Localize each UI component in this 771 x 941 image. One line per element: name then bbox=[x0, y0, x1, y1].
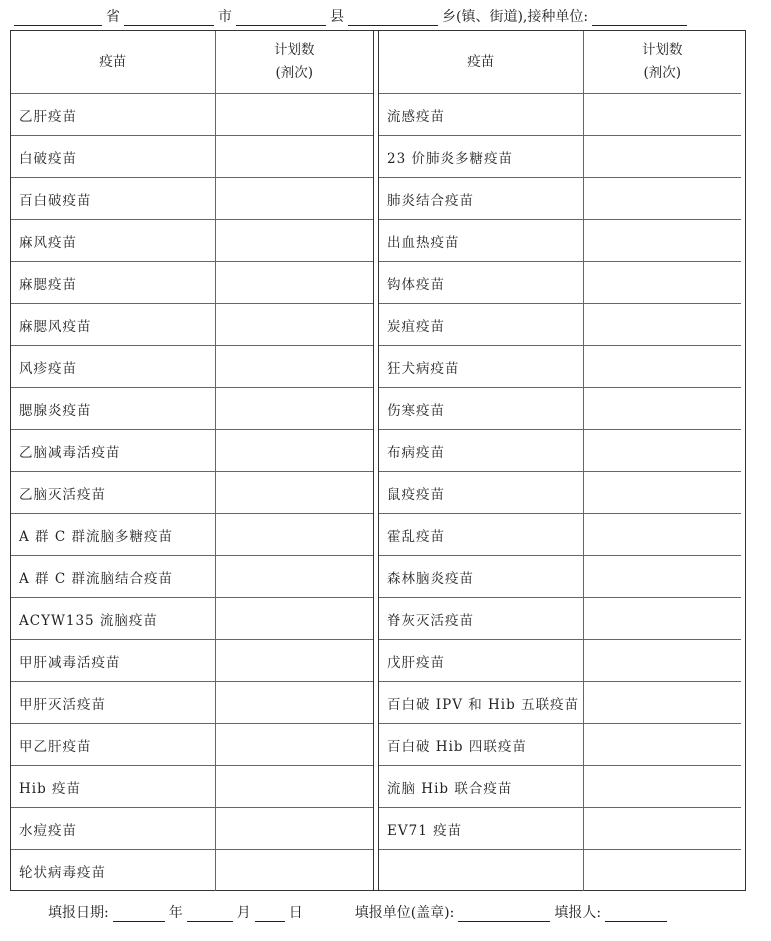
vaccine-name-cell: 流脑 Hib 联合疫苗 bbox=[379, 766, 583, 808]
vaccine-name-cell: 甲肝灭活疫苗 bbox=[11, 682, 215, 724]
plan-count-column-header bbox=[215, 31, 373, 94]
plan-count-cell[interactable] bbox=[583, 850, 741, 892]
day-blank[interactable] bbox=[255, 905, 285, 922]
vaccine-name-cell: 森林脑炎疫苗 bbox=[379, 556, 583, 598]
plan-count-cell[interactable] bbox=[215, 136, 373, 178]
vaccine-name-cell: 伤寒疫苗 bbox=[379, 388, 583, 430]
vaccine-name-cell: 百白破 IPV 和 Hib 五联疫苗 bbox=[379, 682, 583, 724]
table-row bbox=[11, 304, 373, 346]
table-row bbox=[11, 514, 373, 556]
table-row bbox=[11, 136, 373, 178]
township-blank[interactable] bbox=[348, 9, 438, 26]
dose-unit-label: (剂次) bbox=[275, 65, 314, 81]
table-row bbox=[379, 682, 741, 724]
table-header-row bbox=[11, 31, 373, 94]
table-header-row bbox=[379, 31, 741, 94]
city-label: 市 bbox=[218, 9, 232, 25]
plan-count-cell[interactable] bbox=[215, 304, 373, 346]
table-row bbox=[11, 850, 373, 892]
plan-count-label: 计划数 bbox=[642, 42, 683, 59]
table-row bbox=[11, 220, 373, 262]
plan-count-cell[interactable] bbox=[215, 472, 373, 514]
table-row bbox=[379, 556, 741, 598]
table-row bbox=[379, 94, 741, 136]
plan-count-cell[interactable] bbox=[215, 766, 373, 808]
plan-count-cell[interactable] bbox=[215, 262, 373, 304]
table-row bbox=[379, 598, 741, 640]
plan-count-cell[interactable] bbox=[215, 178, 373, 220]
table-row bbox=[11, 808, 373, 850]
vaccine-name-cell: A 群 C 群流脑多糖疫苗 bbox=[11, 514, 215, 556]
vaccine-name-cell: 霍乱疫苗 bbox=[379, 514, 583, 556]
table-row bbox=[11, 430, 373, 472]
table-row bbox=[379, 640, 741, 682]
vaccine-name-cell: 脊灰灭活疫苗 bbox=[379, 598, 583, 640]
vaccine-name-cell: 白破疫苗 bbox=[11, 136, 215, 178]
vaccine-name-cell: 轮状病毒疫苗 bbox=[11, 850, 215, 892]
fill-unit-label: 填报单位(盖章): bbox=[354, 905, 455, 921]
plan-count-cell[interactable] bbox=[215, 724, 373, 766]
table-row bbox=[11, 262, 373, 304]
table-row bbox=[379, 472, 741, 514]
vaccine-name-cell: 炭疽疫苗 bbox=[379, 304, 583, 346]
table-row bbox=[11, 388, 373, 430]
left-table-half bbox=[11, 31, 374, 890]
plan-count-cell[interactable] bbox=[215, 556, 373, 598]
plan-count-cell[interactable] bbox=[583, 640, 741, 682]
vaccine-name-cell: 百白破 Hib 四联疫苗 bbox=[379, 724, 583, 766]
plan-count-cell[interactable] bbox=[583, 514, 741, 556]
table-row bbox=[11, 556, 373, 598]
plan-count-column-header bbox=[583, 31, 741, 94]
table-row bbox=[379, 304, 741, 346]
vaccine-name-cell: EV71 疫苗 bbox=[379, 808, 583, 850]
vaccine-name-cell: 鼠疫疫苗 bbox=[379, 472, 583, 514]
table-row bbox=[379, 430, 741, 472]
province-label: 省 bbox=[106, 9, 120, 25]
plan-count-cell[interactable] bbox=[215, 598, 373, 640]
plan-count-cell[interactable] bbox=[583, 598, 741, 640]
township-unit-label: 乡(镇、街道),接种单位: bbox=[442, 9, 589, 25]
plan-count-cell[interactable] bbox=[215, 220, 373, 262]
county-blank[interactable] bbox=[236, 9, 326, 26]
table-row bbox=[379, 766, 741, 808]
vaccine-name-cell: ACYW135 流脑疫苗 bbox=[11, 598, 215, 640]
vaccine-name-cell: 水痘疫苗 bbox=[11, 808, 215, 850]
table-row bbox=[379, 850, 741, 892]
vaccine-column-header: 疫苗 bbox=[11, 31, 215, 94]
table-row bbox=[11, 766, 373, 808]
table-row bbox=[379, 724, 741, 766]
vaccine-name-cell: 钩体疫苗 bbox=[379, 262, 583, 304]
plan-count-cell[interactable] bbox=[583, 724, 741, 766]
year-blank[interactable] bbox=[113, 905, 165, 922]
vaccination-unit-blank[interactable] bbox=[592, 9, 687, 26]
plan-count-cell[interactable] bbox=[583, 388, 741, 430]
vaccine-name-cell: 布病疫苗 bbox=[379, 430, 583, 472]
plan-count-cell[interactable] bbox=[215, 346, 373, 388]
plan-count-cell[interactable] bbox=[583, 556, 741, 598]
table-row bbox=[11, 682, 373, 724]
plan-count-cell[interactable] bbox=[583, 178, 741, 220]
plan-count-label: 计划数 bbox=[274, 42, 315, 59]
vaccine-name-cell: A 群 C 群流脑结合疫苗 bbox=[11, 556, 215, 598]
location-header bbox=[14, 4, 759, 26]
county-label: 县 bbox=[330, 9, 344, 25]
plan-count-cell[interactable] bbox=[583, 136, 741, 178]
plan-count-cell[interactable] bbox=[215, 640, 373, 682]
vaccine-name-cell: 流感疫苗 bbox=[379, 94, 583, 136]
province-blank[interactable] bbox=[14, 9, 102, 26]
vaccine-name-cell: 麻腮疫苗 bbox=[11, 262, 215, 304]
table-row bbox=[379, 514, 741, 556]
plan-count-cell[interactable] bbox=[583, 808, 741, 850]
fill-date-label: 填报日期: bbox=[48, 905, 109, 921]
plan-count-cell[interactable] bbox=[583, 304, 741, 346]
table-row bbox=[11, 640, 373, 682]
plan-count-cell[interactable] bbox=[583, 682, 741, 724]
report-footer bbox=[44, 900, 744, 922]
plan-count-cell[interactable] bbox=[583, 472, 741, 514]
right-table-half bbox=[378, 31, 741, 890]
table-row bbox=[11, 598, 373, 640]
table-row bbox=[11, 94, 373, 136]
vaccine-name-cell: 23 价肺炎多糖疫苗 bbox=[379, 136, 583, 178]
plan-count-cell[interactable] bbox=[583, 262, 741, 304]
vaccine-name-cell: 戊肝疫苗 bbox=[379, 640, 583, 682]
fill-person-label: 填报人: bbox=[554, 905, 602, 921]
vaccine-name-cell: 腮腺炎疫苗 bbox=[11, 388, 215, 430]
vaccine-column-header: 疫苗 bbox=[379, 31, 583, 94]
vaccine-name-cell: 乙肝疫苗 bbox=[11, 94, 215, 136]
vaccine-name-cell: 肺炎结合疫苗 bbox=[379, 178, 583, 220]
table-row bbox=[379, 346, 741, 388]
plan-count-cell[interactable] bbox=[215, 514, 373, 556]
fill-person-blank[interactable] bbox=[605, 905, 667, 922]
plan-count-cell[interactable] bbox=[583, 766, 741, 808]
vaccine-name-cell: 百白破疫苗 bbox=[11, 178, 215, 220]
table-row bbox=[379, 220, 741, 262]
vaccine-name-cell: 风疹疫苗 bbox=[11, 346, 215, 388]
vaccine-plan-table bbox=[10, 30, 746, 891]
plan-count-cell[interactable] bbox=[215, 94, 373, 136]
table-row bbox=[11, 346, 373, 388]
day-label: 日 bbox=[288, 905, 303, 921]
vaccine-name-cell: 甲乙肝疫苗 bbox=[11, 724, 215, 766]
month-label: 月 bbox=[236, 905, 251, 921]
plan-count-cell[interactable] bbox=[583, 346, 741, 388]
month-blank[interactable] bbox=[187, 905, 233, 922]
plan-count-cell[interactable] bbox=[215, 808, 373, 850]
fill-unit-blank[interactable] bbox=[458, 905, 550, 922]
city-blank[interactable] bbox=[124, 9, 214, 26]
plan-count-cell[interactable] bbox=[215, 430, 373, 472]
plan-count-cell[interactable] bbox=[583, 220, 741, 262]
vaccine-name-cell: 乙脑减毒活疫苗 bbox=[11, 430, 215, 472]
vaccine-name-cell: 出血热疫苗 bbox=[379, 220, 583, 262]
table-row bbox=[379, 262, 741, 304]
vaccine-name-cell: 乙脑灭活疫苗 bbox=[11, 472, 215, 514]
dose-unit-label: (剂次) bbox=[643, 65, 682, 81]
table-row bbox=[11, 472, 373, 514]
vaccine-name-cell: 麻风疫苗 bbox=[11, 220, 215, 262]
vaccine-name-cell bbox=[379, 850, 583, 892]
table-row bbox=[379, 808, 741, 850]
vaccine-name-cell: 狂犬病疫苗 bbox=[379, 346, 583, 388]
table-row bbox=[379, 136, 741, 178]
table-row bbox=[11, 178, 373, 220]
plan-count-cell[interactable] bbox=[583, 430, 741, 472]
vaccine-name-cell: 麻腮风疫苗 bbox=[11, 304, 215, 346]
plan-count-cell[interactable] bbox=[215, 388, 373, 430]
table-row bbox=[11, 724, 373, 766]
plan-count-cell[interactable] bbox=[215, 682, 373, 724]
plan-count-cell[interactable] bbox=[215, 850, 373, 892]
table-row bbox=[379, 388, 741, 430]
vaccine-name-cell: Hib 疫苗 bbox=[11, 766, 215, 808]
vaccine-name-cell: 甲肝减毒活疫苗 bbox=[11, 640, 215, 682]
table-row bbox=[379, 178, 741, 220]
year-label: 年 bbox=[168, 905, 183, 921]
plan-count-cell[interactable] bbox=[583, 94, 741, 136]
